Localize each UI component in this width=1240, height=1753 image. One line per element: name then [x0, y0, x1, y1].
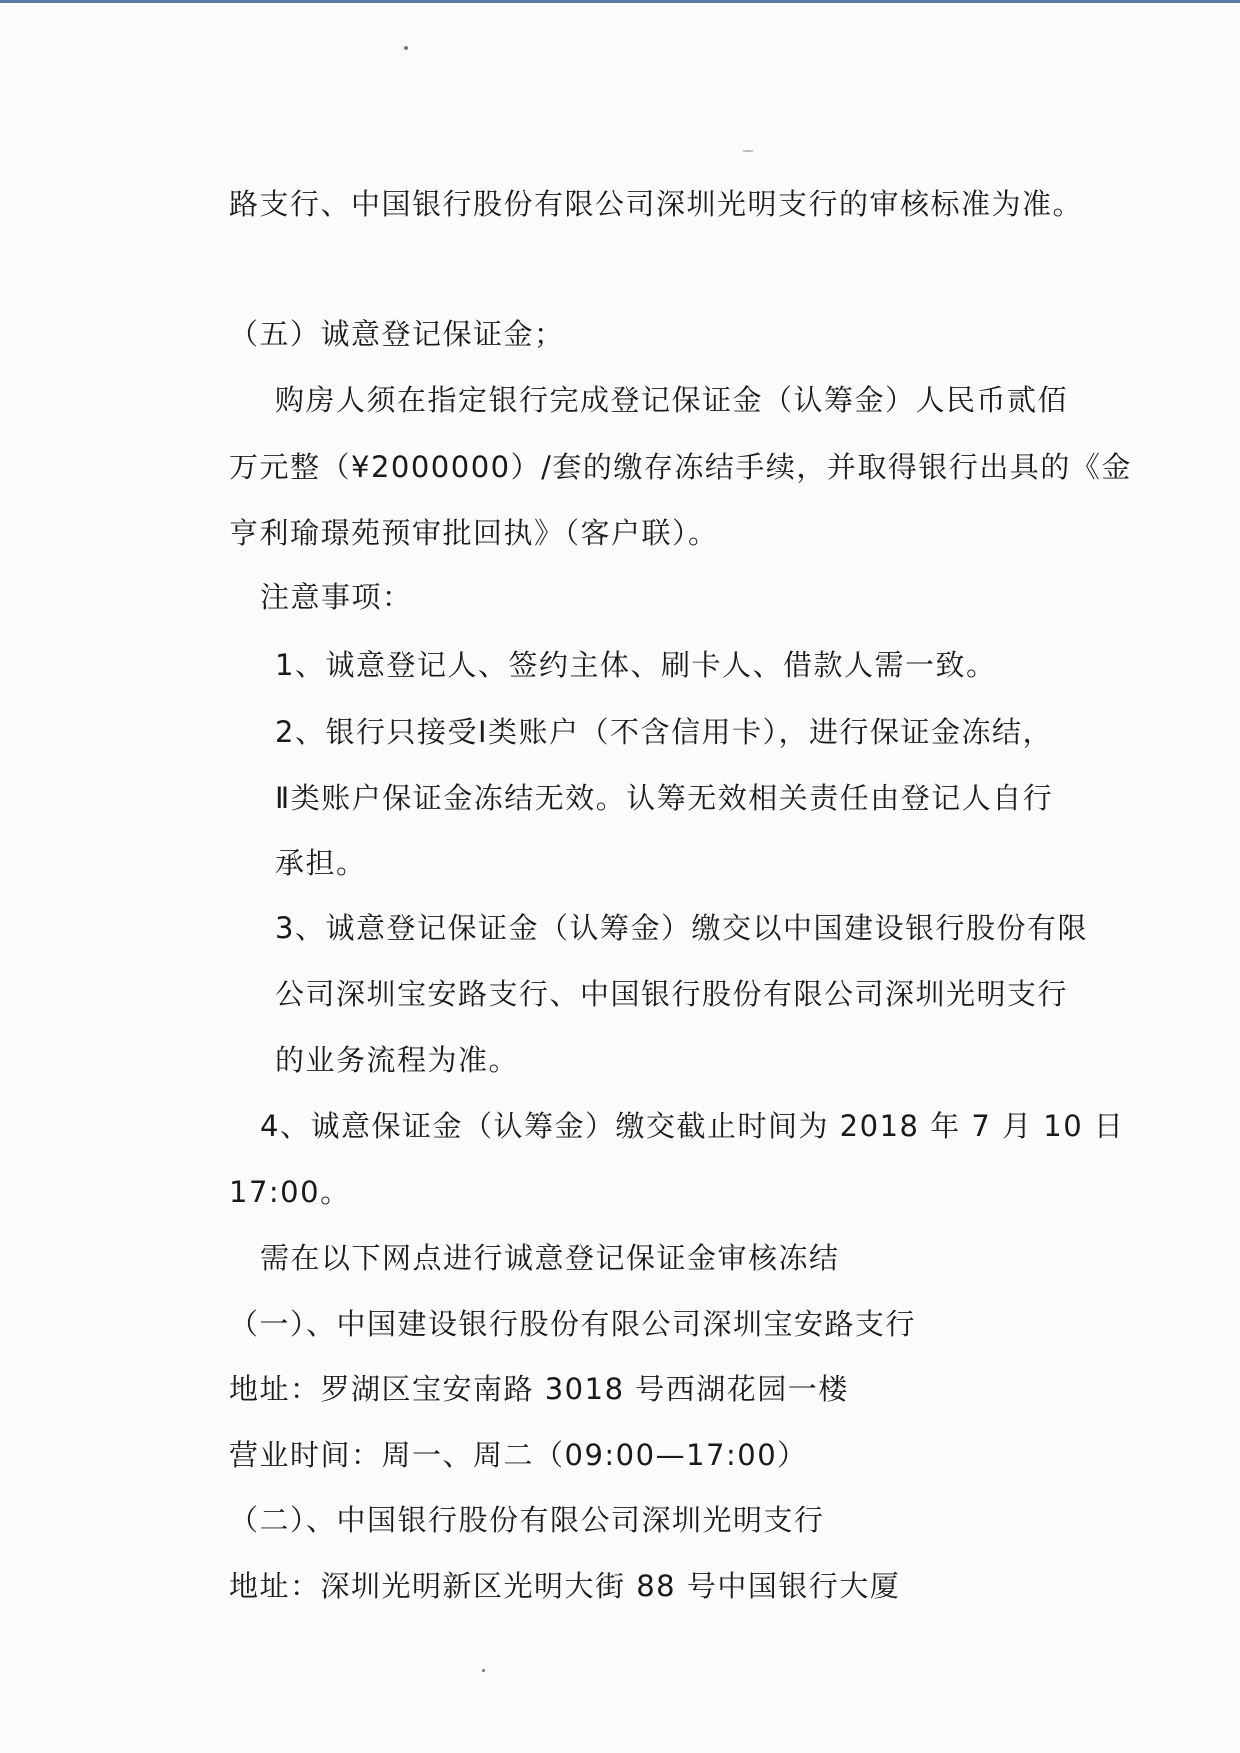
branch-1-hours: 营业时间：周一、周二（09:00—17:00） — [229, 1438, 808, 1472]
branch-intro: 需在以下网点进行诚意登记保证金审核冻结 — [260, 1241, 840, 1275]
note-item-2: 2、银行只接受Ⅰ类账户（不含信用卡），进行保证金冻结， — [275, 715, 1054, 749]
note-item-1: 1、诚意登记人、签约主体、刷卡人、借款人需一致。 — [275, 648, 997, 682]
note-item-3: 3、诚意登记保证金（认筹金）缴交以中国建设银行股份有限 — [275, 911, 1088, 945]
branch-1-address: 地址：罗湖区宝安南路 3018 号西湖花园一楼 — [229, 1372, 849, 1406]
text-line-4: 万元整（¥2000000）/套的缴存冻结手续，并取得银行出具的《金 — [229, 450, 1132, 484]
branch-2-name: （二）、中国银行股份有限公司深圳光明支行 — [229, 1503, 825, 1537]
note-item-3-cont2: 的业务流程为准。 — [275, 1043, 520, 1077]
note-item-4-cont: 17:00。 — [229, 1175, 351, 1209]
note-item-4: 4、诚意保证金（认筹金）缴交截止时间为 2018 年 7 月 10 日 — [260, 1109, 1125, 1143]
text-line-5: 亨利瑜璟苑预审批回执》（客户联）。 — [229, 516, 719, 550]
notes-heading: 注意事项： — [260, 580, 413, 614]
text-line-1: 路支行、中国银行股份有限公司深圳光明支行的审核标准为准。 — [229, 187, 1084, 221]
scan-speck — [404, 46, 408, 50]
note-item-2-cont2: 承担。 — [275, 846, 367, 880]
note-item-2-cont: Ⅱ类账户保证金冻结无效。认筹无效相关责任由登记人自行 — [275, 781, 1054, 815]
text-line-3: 购房人须在指定银行完成登记保证金（认筹金）人民币贰佰 — [275, 383, 1069, 417]
section-heading-5: （五）诚意登记保证金； — [229, 317, 565, 351]
scan-speck — [742, 150, 754, 152]
branch-2-address: 地址：深圳光明新区光明大街 88 号中国银行大厦 — [229, 1569, 901, 1603]
note-item-3-cont: 公司深圳宝安路支行、中国银行股份有限公司深圳光明支行 — [275, 977, 1069, 1011]
scan-speck — [482, 1669, 485, 1672]
branch-1-name: （一）、中国建设银行股份有限公司深圳宝安路支行 — [229, 1307, 917, 1341]
